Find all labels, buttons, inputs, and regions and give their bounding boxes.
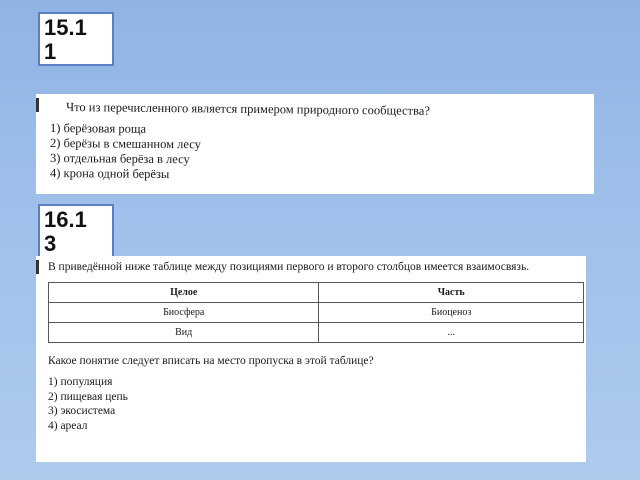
question-card-1 [36,94,594,194]
task-number-2: 16.1 3 [38,204,114,258]
table-cell: ... [319,323,584,343]
answer-options-1 [50,121,584,181]
answer-option: 4) ареал [48,419,88,432]
table-cell: Вид [49,323,319,343]
table-row [49,323,584,343]
answer-option: 2) берёзы в смешанном лесу [49,136,201,152]
table-header: Целое [49,283,319,303]
answer-option: 3) экосистема [48,405,116,417]
answer-option: 3) отдельная берёза в лесу [49,151,190,167]
answer-option: 1) берёзовая роща [49,121,147,136]
table-cell: Биосфера [49,303,319,323]
table-cell: Биоценоз [319,303,584,323]
relation-table [48,282,584,343]
answer-options-2 [48,375,578,433]
answer-option: 1) популяция [48,376,113,388]
intro-text-2: В приведённой ниже таблице между позициями первого и второго столбцов имеется взаимосвязь. [48,261,530,273]
table-header: Часть [319,283,584,303]
table-row [49,303,584,323]
question-text-2: Какое понятие следует вписать на место пропуска в этой таблице? [48,355,374,367]
answer-option: 2) пищевая цепь [48,390,128,403]
margin-mark [36,260,39,274]
question-card-2 [36,256,586,462]
task-number-1: 15.1 1 [38,12,114,66]
answer-option: 4) крона одной берёзы [49,166,170,182]
margin-mark [36,98,39,112]
question-text-1: Что из перечисленного является примером природного сообщества? [65,100,430,118]
